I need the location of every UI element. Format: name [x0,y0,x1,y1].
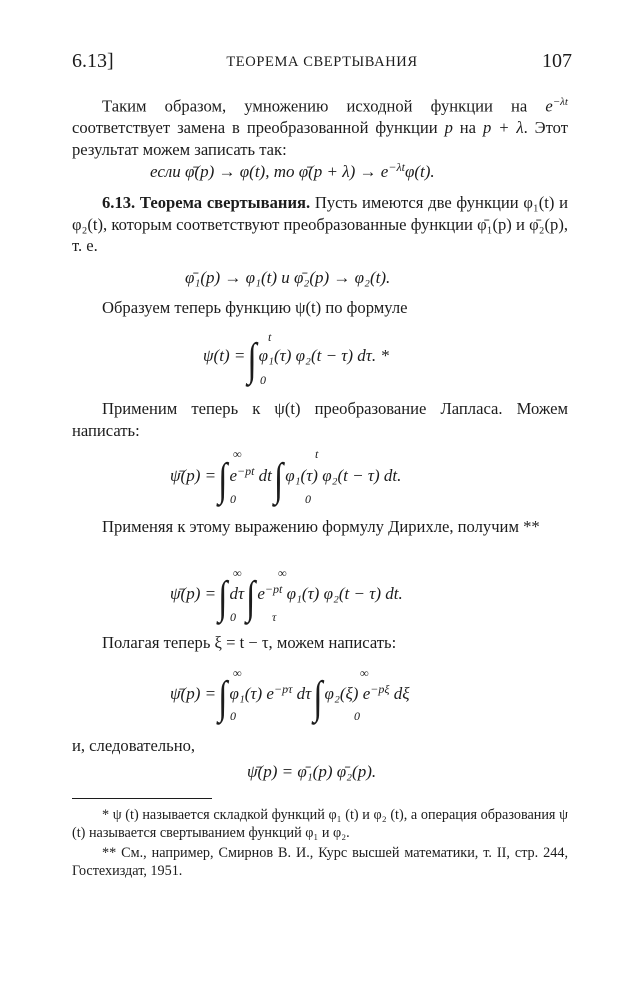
formula-laplace [170,455,402,506]
f4-mid: e [229,466,237,485]
f4-lower-2: 0 [305,492,311,506]
paragraph-1 [72,92,568,160]
p1-exp-sup: −λt [552,96,568,108]
integral-sign: ∫ [273,455,284,506]
p1-exp-base: e [545,96,553,116]
running-header [72,50,572,80]
footnote-2-text: ** См., например, Смирнов В. И., Курс высшей математики, т. II, стр. 244, Гостехиздат, 1951. [72,845,568,879]
p4-text: Применим теперь к ψ(t) преобразование Лапласа. Можем написать: [72,399,568,440]
f5-right: φ₁(τ) φ₂(t − τ) dt. [282,584,403,603]
formula-pairs [185,268,390,288]
paragraph-4 [72,398,568,441]
f3-left: ψ(t) = [203,346,246,365]
f5-left: ψ̄(p) = [170,584,217,603]
integral-sign: ∫ [218,573,228,624]
p5-text: Применяя к этому выражению формулу Дирихле, получим ** [102,517,540,536]
footnote-divider [72,798,212,799]
paragraph-2 [72,192,568,257]
p1-text-b: соответствует замена в преобразованной функции [72,118,445,138]
f6-lower-2: 0 [354,709,360,723]
f5-upper-1: ∞ [233,566,242,580]
p1-text-a: Таким образом, умножению исходной функции на [102,96,546,116]
f4-right: φ₁(τ) φ₂(t − τ) dt. [285,466,402,485]
f5-mid: dτ [229,584,245,603]
f3-right: φ₁(τ) φ₂(t − τ) dτ. * [258,346,389,365]
f4-upper-2: t [315,447,319,461]
footnote-2 [72,844,568,880]
f3-upper-limit: t [268,330,272,344]
f4-lower-1: 0 [230,492,236,506]
formula-convolution [203,335,389,386]
p7-text: и, следовательно, [72,736,196,755]
p1-text-d: на [452,118,483,138]
integral-sign: ∫ [313,673,323,724]
paragraph-3 [72,297,568,319]
section-number: 6.13] [72,50,114,72]
f5-lower-1: 0 [230,610,236,624]
p3-text: Образуем теперь функцию ψ(t) по формуле [102,298,408,317]
f4-mid-sup: −pt [236,464,255,478]
p1-text-f: . Этот результат можем записать так: [72,118,568,159]
f5-right-sup: −pt [264,582,283,596]
f4-mid2: dt [254,466,272,485]
f6-left: ψ̄(p) = [170,684,217,703]
page-number: 107 [542,50,572,72]
integral-sign: ∫ [218,673,228,724]
formula-pairs-text: φ̄₁(p) → φ₁(t) и φ̄₂(p) → φ₂(t). [185,268,391,287]
formula-shift-sup: −λt [388,160,405,174]
f5-upper-2: ∞ [278,566,287,580]
formula-result [247,762,376,782]
f6-mid-sup: −pτ [273,682,293,696]
formula-shift [150,160,435,182]
footnote-1 [72,806,568,842]
f5-right-e: e [257,584,265,603]
f7-text: ψ̄(p) = φ̄₁(p) φ̄₂(p). [247,762,377,781]
integral-sign: ∫ [247,335,257,386]
f4-left: ψ̄(p) = [170,466,217,485]
footnote-1-text: * ψ (t) называется складкой функций φ₁ (t) и φ₂ (t), а операция образования ψ (t) называется свертыванием функций φ₁ и φ₂. [72,807,568,841]
integral-sign: ∫ [246,573,256,624]
f6-right2: dξ [389,684,410,703]
f5-lower-2: τ [272,610,277,624]
paragraph-5 [72,516,568,538]
formula-substitution [170,673,410,724]
f6-lower-1: 0 [230,709,236,723]
paragraph-7 [72,735,568,757]
formula-dirichlet [170,573,403,624]
f6-mid: φ₁(τ) e [229,684,274,703]
f6-upper-1: ∞ [233,666,242,680]
f6-right: φ₂(ξ) e [324,684,371,703]
f4-upper-1: ∞ [233,447,242,461]
section-title: 6.13. Теорема свертывания. [102,193,311,212]
formula-shift-main: если φ̄(p) → φ(t), то φ̄(p + λ) → e [150,162,389,181]
integral-sign: ∫ [218,455,228,506]
f6-right-sup: −pξ [370,682,390,696]
f6-upper-2: ∞ [360,666,369,680]
running-title: ТЕОРЕМА СВЕРТЫВАНИЯ [226,54,418,70]
p6-text: Полагая теперь ξ = t − τ, можем написать: [102,633,397,652]
paragraph-6 [72,632,568,654]
p2-text: Пусть имеются две функции φ₁(t) и φ₂(t), которым соответствуют преобразованные функции φ̄₁(p) и φ̄₂(p), т. е. [72,193,568,255]
f3-lower-limit: 0 [260,373,266,387]
p1-var-p: p [444,118,453,138]
f6-mid2: dτ [292,684,312,703]
formula-shift-end: φ(t). [404,162,435,181]
p1-var-p-lambda: p + λ [483,118,524,138]
